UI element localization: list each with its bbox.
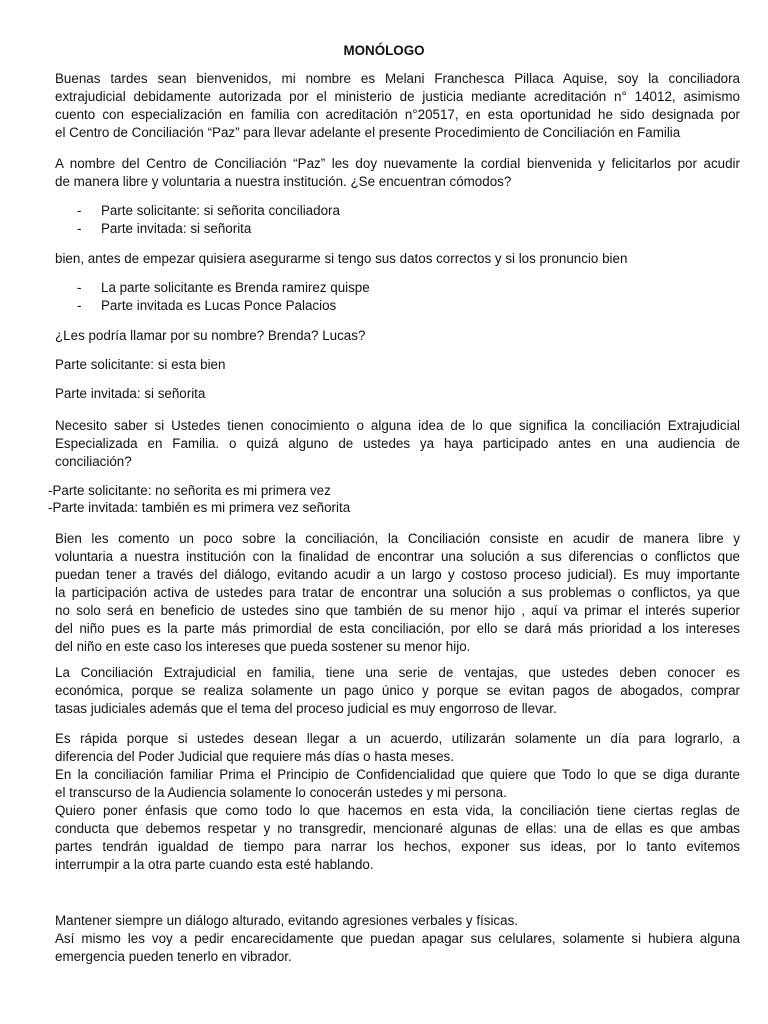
dash-line-invitada: -Parte invitada: también es mi primera vez señorita	[48, 500, 351, 515]
text-line: extrajudicial debidamente autorizada por el ministerio de justicia mediante acreditación n° 14012, asimismo	[55, 89, 740, 104]
text-line: Necesito saber si Ustedes tienen conocimiento o alguna idea de lo que significa la conciliación Extrajudicial	[55, 418, 740, 433]
list-item-text: Parte invitada: si señorita	[101, 221, 252, 236]
text-line: el Centro de Conciliación “Paz” para llevar adelante el presente Procedimiento de Conciliación en Familia	[55, 125, 681, 140]
text-line: puedan tener a través del diálogo, evitando acudir a un largo y costoso proceso judicial). Es muy importante	[55, 567, 740, 582]
text-line: interrumpir a la otra parte cuando esta esté hablando.	[55, 857, 374, 872]
text-line: no solo será en beneficio de ustedes sino que también de su menor hijo , aquí va primar el interés superior	[55, 603, 740, 618]
text-line: conducta que debemos respetar y no transgredir, mencionaré algunas de ellas: una de ellas es que ambas	[55, 821, 740, 836]
text-line: conciliación?	[55, 454, 132, 469]
dash-bullet: -	[77, 221, 82, 236]
text-line: tasas judiciales además que el tema del proceso judicial es muy engorroso de llevar.	[55, 701, 557, 716]
text-line: emergencia pueden tenerlo en vibrador.	[55, 949, 292, 964]
dash-bullet: -	[77, 203, 82, 218]
paragraph-rules	[55, 730, 740, 874]
text-line: Especializada en Familia. o quizá alguno de ustedes ya haya participado antes en una audiencia de	[55, 436, 740, 451]
dash-bullet: -	[77, 280, 82, 295]
text-line: diferencia del Poder Judicial que requiere más días o hasta meses.	[55, 749, 454, 764]
text-line: Bien les comento un poco sobre la conciliación, la Conciliación consiste en acudir de manera libre y	[55, 531, 740, 546]
list-item-text: Parte invitada es Lucas Ponce Palacios	[101, 298, 337, 313]
text-line: A nombre del Centro de Conciliación “Paz” les doy nuevamente la cordial bienvenida y felicitarlos por acudir	[55, 156, 740, 171]
paragraph-data-check: bien, antes de empezar quisiera asegurarme si tengo sus datos correctos y si los pronuncio bien	[55, 251, 628, 266]
text-line: económica, porque se realiza solamente un pago único y porque se evitan pagos de abogados, comprar	[55, 683, 740, 698]
text-line: La Conciliación Extrajudicial en familia, tiene una serie de ventajas, que ustedes deben conocer es	[55, 665, 740, 680]
text-line: Es rápida porque si ustedes desean llegar a un acuerdo, utilizarán solamente un día para lograrlo, a	[55, 731, 740, 746]
text-line: Así mismo les voy a pedir encarecidamente que puedan apagar sus celulares, solamente si hubiera alguna	[55, 931, 740, 946]
text-line: Buenas tardes sean bienvenidos, mi nombre es Melani Franchesca Pillaca Aquise, soy la conciliadora	[55, 71, 740, 86]
text-line: la participación activa de ustedes para tratar de encontrar una solución a sus problemas o conflictos, ya que	[55, 585, 740, 600]
text-line: Mantener siempre un diálogo alturado, evitando agresiones verbales y físicas.	[55, 913, 518, 928]
list-item	[77, 297, 370, 315]
paragraph-welcome	[55, 155, 740, 191]
paragraph-solicitante-reply: Parte solicitante: si esta bien	[55, 357, 226, 372]
text-line: cuento con especialización en familia con acreditación n°20517, en esta oportunidad he sido designada por	[55, 107, 740, 122]
dash-line-solicitante: -Parte solicitante: no señorita es mi primera vez	[48, 483, 331, 498]
paragraph-introduction	[55, 70, 740, 142]
text-line: En la conciliación familiar Prima el Principio de Confidencialidad que quiere que Todo lo que se diga durante	[55, 767, 740, 782]
text-line: Quiero poner énfasis que como todo lo que hacemos en esta vida, la conciliación tiene ciertas reglas de	[55, 803, 740, 818]
list-item-text: La parte solicitante es Brenda ramirez quispe	[101, 280, 370, 295]
list-item-text: Parte solicitante: si señorita conciliadora	[101, 203, 340, 218]
list-item	[77, 220, 340, 238]
paragraph-advantages	[55, 664, 740, 718]
document-title: MONÓLOGO	[343, 43, 425, 58]
bullet-list-names	[77, 279, 370, 315]
paragraph-invitada-reply: Parte invitada: si señorita	[55, 386, 206, 401]
text-line: del niño en este caso los intereses que pueda sostener su menor hijo.	[55, 639, 471, 654]
bullet-list-responses	[77, 202, 340, 238]
text-line: de manera libre y voluntaria a nuestra institución. ¿Se encuentran cómodos?	[55, 174, 512, 189]
list-item	[77, 279, 370, 297]
paragraph-name-question: ¿Les podría llamar por su nombre? Brenda? Lucas?	[55, 328, 366, 343]
text-line: voluntaria a nuestra institución con la finalidad de encontrar una solución a sus diferencias o conflictos que	[55, 549, 740, 564]
paragraph-conciliation-explanation	[55, 530, 740, 656]
dash-bullet: -	[77, 298, 82, 313]
paragraph-dialogue-rules	[55, 912, 740, 966]
text-line: partes tendrán igualdad de tiempo para narrar los hechos, exponer sus ideas, por lo tanto evitemos	[55, 839, 740, 854]
list-item	[77, 202, 340, 220]
paragraph-knowledge-question	[55, 417, 740, 471]
text-line: el transcurso de la Audiencia solamente lo conocerán ustedes y mi persona.	[55, 785, 507, 800]
text-line: del niño pues es la parte más primordial de esta conciliación, por ello se dará más prioridad a los intereses	[55, 621, 740, 636]
